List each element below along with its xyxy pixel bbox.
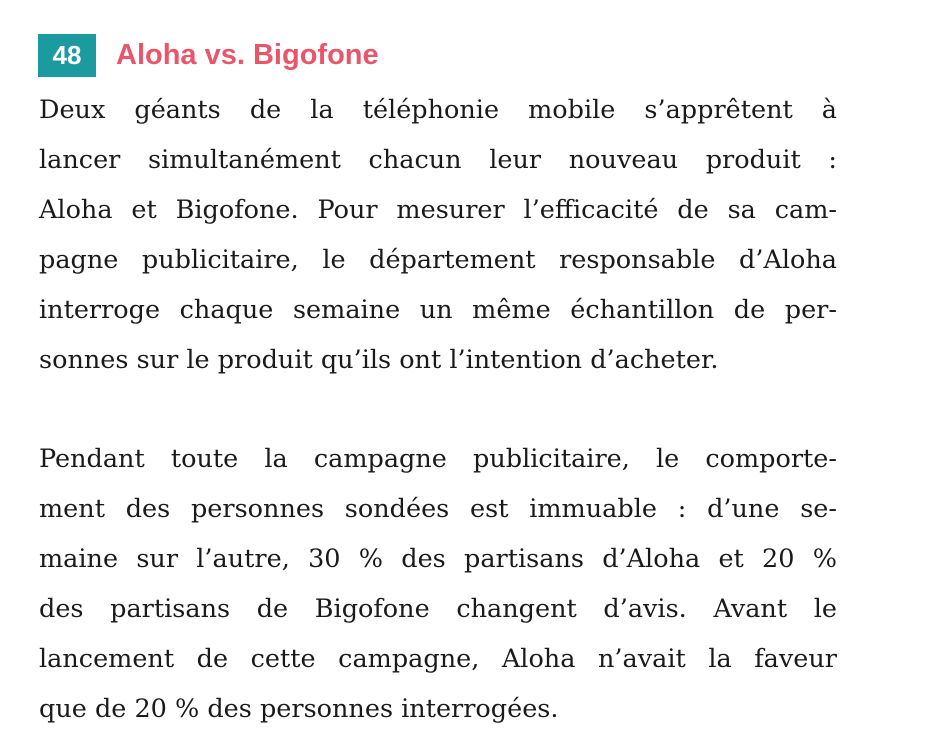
text-line: ment des personnes sondées est immuable : d’une se- bbox=[39, 494, 837, 524]
text-line: lancer simultanément chacun leur nouveau produit : bbox=[39, 145, 837, 175]
text-line: Aloha et Bigofone. Pour mesurer l’efficacité de sa cam- bbox=[39, 195, 837, 225]
text-line: Deux géants de la téléphonie mobile s’apprêtent à bbox=[39, 95, 837, 125]
text-line: interroge chaque semaine un même échantillon de per- bbox=[39, 295, 837, 325]
text-line: sonnes sur le produit qu’ils ont l’intention d’acheter. bbox=[39, 345, 719, 375]
paragraph-2 bbox=[39, 434, 837, 734]
text-line: des partisans de Bigofone changent d’avis. Avant le bbox=[39, 594, 837, 624]
text-line: pagne publicitaire, le département responsable d’Aloha bbox=[39, 245, 837, 275]
text-line: maine sur l’autre, 30 % des partisans d’Aloha et 20 % bbox=[39, 544, 837, 574]
text-line: Pendant toute la campagne publicitaire, le comporte- bbox=[39, 444, 837, 474]
exercise-title: Aloha vs. Bigofone bbox=[116, 39, 379, 71]
exercise-number-badge: 48 bbox=[38, 34, 96, 77]
text-line: que de 20 % des personnes interrogées. bbox=[39, 694, 559, 724]
text-line: lancement de cette campagne, Aloha n’avait la faveur bbox=[39, 644, 837, 674]
exercise-header bbox=[38, 34, 379, 77]
paragraph-1 bbox=[39, 85, 837, 385]
